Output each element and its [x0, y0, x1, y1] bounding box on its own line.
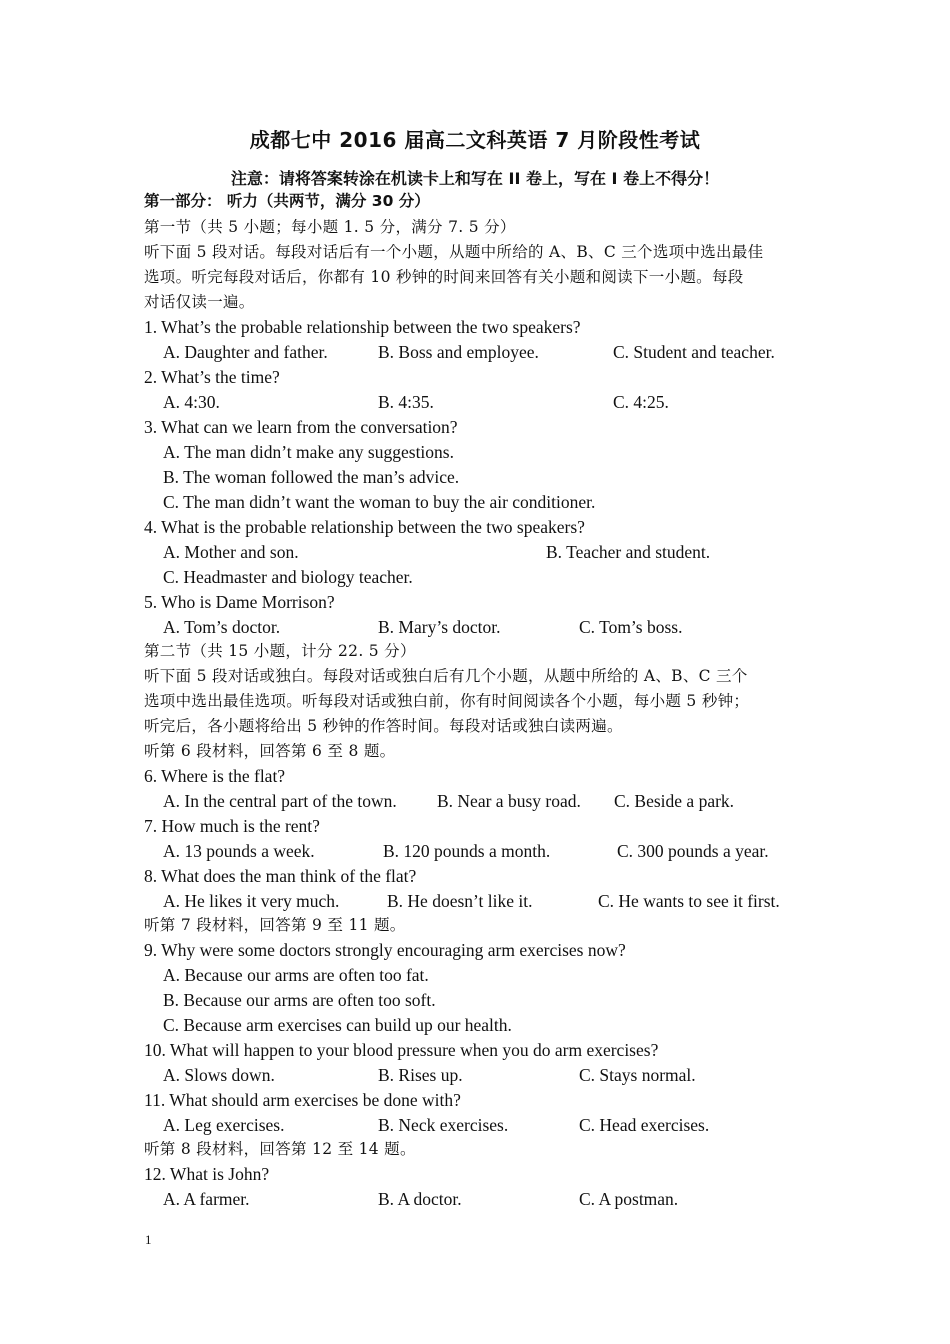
- q9-option-a: A. Because our arms are often too fat.: [163, 965, 429, 985]
- q6-option-a: A. In the central part of the town.: [163, 791, 397, 811]
- q8-option-a: A. He likes it very much.: [163, 891, 340, 911]
- question-3: 3. What can we learn from the conversation?: [144, 417, 458, 437]
- q7-option-c: C. 300 pounds a year.: [617, 841, 769, 861]
- section1-intro-line: 听下面 5 段对话。每段对话后有一个小题，从题中所给的 A、B、C 三个选项中选出最佳: [144, 243, 764, 261]
- material-7-note: 听第 7 段材料，回答第 9 至 11 题。: [144, 916, 406, 934]
- q11-option-a: A. Leg exercises.: [163, 1115, 285, 1135]
- q2-option-c: C. 4:25.: [613, 392, 669, 412]
- section1-heading: 第一节（共 5 小题；每小题 1. 5 分，满分 7. 5 分）: [144, 218, 516, 236]
- question-12: 12. What is John?: [144, 1164, 270, 1184]
- q7-option-b: B. 120 pounds a month.: [383, 841, 551, 861]
- section2-intro-line: 选项中选出最佳选项。听每段对话或独白前，你有时间阅读各个小题，每小题 5 秒钟；: [144, 692, 750, 710]
- q1-option-a: A. Daughter and father.: [163, 342, 328, 362]
- q2-option-a: A. 4:30.: [163, 392, 220, 412]
- q3-option-c: C. The man didn’t want the woman to buy the air conditioner.: [163, 492, 596, 512]
- q12-option-b: B. A doctor.: [378, 1189, 462, 1209]
- q4-option-c: C. Headmaster and biology teacher.: [163, 567, 413, 587]
- q11-option-b: B. Neck exercises.: [378, 1115, 509, 1135]
- q9-option-b: B. Because our arms are often too soft.: [163, 990, 436, 1010]
- q10-option-c: C. Stays normal.: [579, 1065, 696, 1085]
- material-6-note: 听第 6 段材料，回答第 6 至 8 题。: [144, 742, 396, 760]
- question-1: 1. What’s the probable relationship between the two speakers?: [144, 317, 581, 337]
- exam-notice: 注意：请将答案转涂在机读卡上和写在 II 卷上，写在 I 卷上不得分！: [230, 169, 720, 188]
- q5-option-a: A. Tom’s doctor.: [163, 617, 281, 637]
- section2-intro-line: 听下面 5 段对话或独白。每段对话或独白后有几个小题，从题中所给的 A、B、C 三个: [144, 667, 748, 685]
- q1-option-b: B. Boss and employee.: [378, 342, 539, 362]
- q12-option-a: A. A farmer.: [163, 1189, 250, 1209]
- question-2: 2. What’s the time?: [144, 367, 280, 387]
- q3-option-b: B. The woman followed the man’s advice.: [163, 467, 460, 487]
- q2-option-b: B. 4:35.: [378, 392, 434, 412]
- q10-option-a: A. Slows down.: [163, 1065, 275, 1085]
- q6-option-c: C. Beside a park.: [614, 791, 735, 811]
- q1-option-c: C. Student and teacher.: [613, 342, 775, 362]
- q3-option-a: A. The man didn’t make any suggestions.: [163, 442, 454, 462]
- section1-intro-line: 选项。听完每段对话后，你都有 10 秒钟的时间来回答有关小题和阅读下一小题。每段: [144, 268, 744, 286]
- q10-option-b: B. Rises up.: [378, 1065, 463, 1085]
- q8-option-c: C. He wants to see it first.: [598, 891, 780, 911]
- q7-option-a: A. 13 pounds a week.: [163, 841, 315, 861]
- question-9: 9. Why were some doctors strongly encouraging arm exercises now?: [144, 940, 626, 960]
- exam-title: 成都七中 2016 届高二文科英语 7 月阶段性考试: [249, 128, 701, 152]
- q8-option-b: B. He doesn’t like it.: [387, 891, 533, 911]
- q9-option-c: C. Because arm exercises can build up our health.: [163, 1015, 512, 1035]
- q5-option-c: C. Tom’s boss.: [579, 617, 683, 637]
- q5-option-b: B. Mary’s doctor.: [378, 617, 501, 637]
- question-4: 4. What is the probable relationship between the two speakers?: [144, 517, 585, 537]
- question-10: 10. What will happen to your blood pressure when you do arm exercises?: [144, 1040, 659, 1060]
- q6-option-b: B. Near a busy road.: [437, 791, 581, 811]
- page-number: 1: [145, 1232, 152, 1247]
- section2-heading: 第二节（共 15 小题，计分 22. 5 分）: [144, 642, 416, 660]
- q12-option-c: C. A postman.: [579, 1189, 679, 1209]
- section2-intro-line: 听完后，各小题将给出 5 秒钟的作答时间。每段对话或独白读两遍。: [144, 717, 623, 735]
- question-5: 5. Who is Dame Morrison?: [144, 592, 335, 612]
- question-6: 6. Where is the flat?: [144, 766, 286, 786]
- q4-option-b: B. Teacher and student.: [546, 542, 711, 562]
- section1-intro-line: 对话仅读一遍。: [144, 293, 255, 311]
- question-7: 7. How much is the rent?: [144, 816, 320, 836]
- q4-option-a: A. Mother and son.: [163, 542, 299, 562]
- material-8-note: 听第 8 段材料，回答第 12 至 14 题。: [144, 1140, 416, 1158]
- part1-heading: 第一部分： 听力（共两节，满分 30 分）: [144, 192, 430, 210]
- question-8: 8. What does the man think of the flat?: [144, 866, 417, 886]
- question-11: 11. What should arm exercises be done with?: [144, 1090, 461, 1110]
- q11-option-c: C. Head exercises.: [579, 1115, 710, 1135]
